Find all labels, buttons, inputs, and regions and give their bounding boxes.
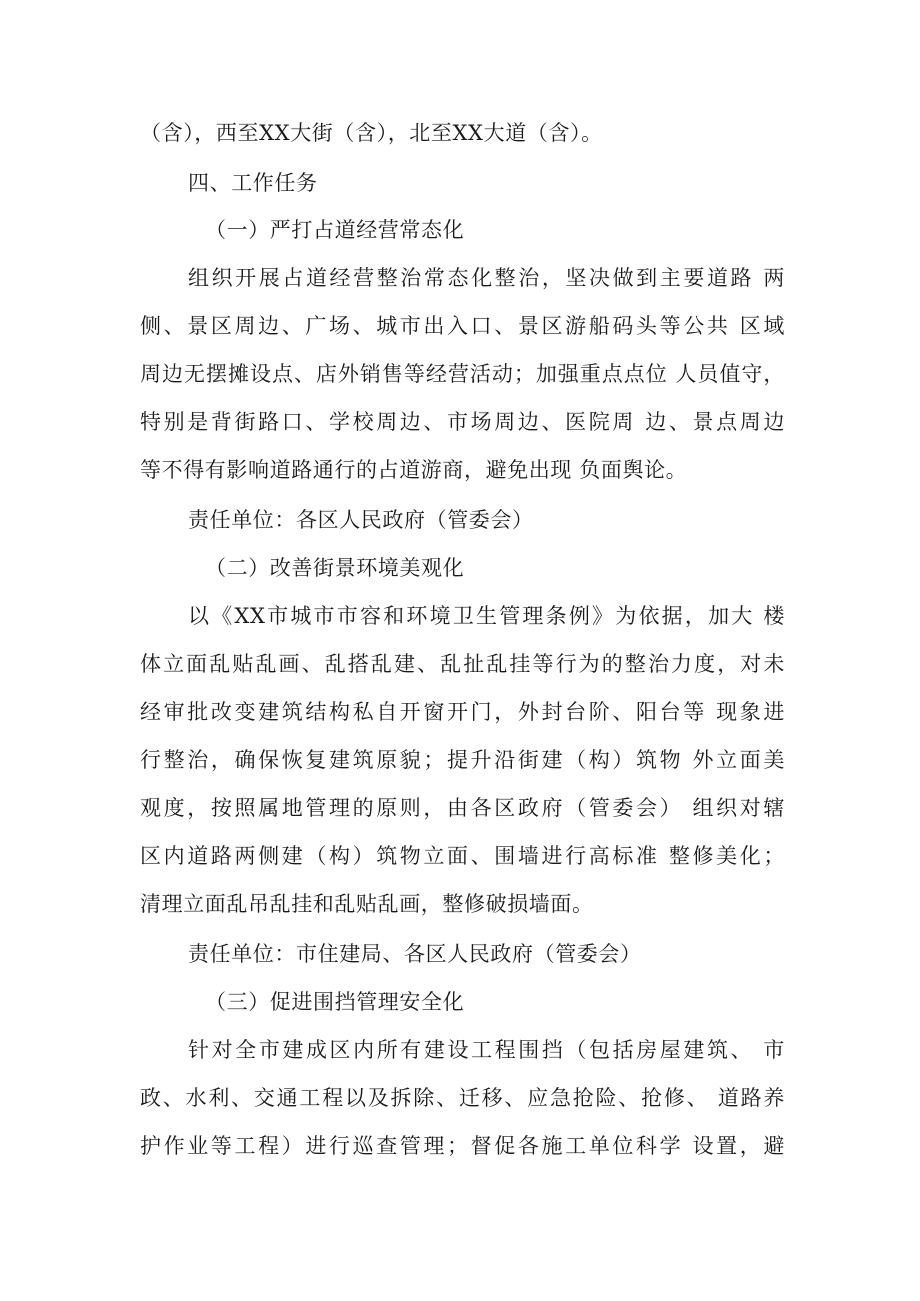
paragraph-line: 清理立面乱吊乱挂和乱贴乱画，整修破损墙面。 [140,892,594,916]
paragraph-line: 针对全市建成区内所有建设工程围挡（包括房屋建筑、 市 [188,1038,785,1062]
paragraph-line: （含），西至XX大街（含），北至XX大道（含）。 [140,121,603,145]
paragraph-line: 侧、景区周边、广场、城市出入口、景区游船码头等公共 区域 [140,314,785,338]
subsection-heading: （二）改善街景环境美观化 [205,556,465,580]
paragraph-line: 组织开展占道经营整治常态化整治，坚决做到主要道路 两 [188,266,785,290]
paragraph-line: 经审批改变建筑结构私自开窗开门，外封台阶、阳台等 现象进 [140,700,785,724]
subsection-heading: （一）严打占道经营常态化 [205,218,465,242]
paragraph-line: 周边无摆摊设点、店外销售等经营活动；加强重点点位 人员值守， [140,362,785,386]
paragraph-line: 特别是背街路口、学校周边、市场周边、医院周 边、景点周边 [140,410,785,434]
responsible-unit: 责任单位：市住建局、各区人民政府（管委会） [188,942,642,966]
paragraph-line: 等不得有影响道路通行的占道游商，避免出现 负面舆论。 [140,458,688,482]
section-heading: 四、工作任务 [188,171,318,195]
paragraph-line: 区内道路两侧建（构）筑物立面、围墙进行高标准 整修美化； [140,844,785,868]
paragraph-line: 观度，按照属地管理的原则，由各区政府（管委会） 组织对辖 [140,796,785,820]
paragraph-line: 行整治，确保恢复建筑原貌；提升沿街建（构）筑物 外立面美 [140,748,785,772]
paragraph-line: 护作业等工程）进行巡查管理；督促各施工单位科学 设置，避 [140,1134,785,1158]
subsection-heading: （三）促进围挡管理安全化 [205,990,465,1014]
paragraph-line: 体立面乱贴乱画、乱搭乱建、乱扯乱挂等行为的整治力度，对未 [140,652,785,676]
paragraph-line: 以《XX市城市市容和环境卫生管理条例》为依据，加大 楼 [188,604,785,628]
paragraph-line: 政、水利、交通工程以及拆除、迁移、应急抢险、抢修、 道路养 [140,1086,785,1110]
responsible-unit: 责任单位：各区人民政府（管委会） [188,508,534,532]
